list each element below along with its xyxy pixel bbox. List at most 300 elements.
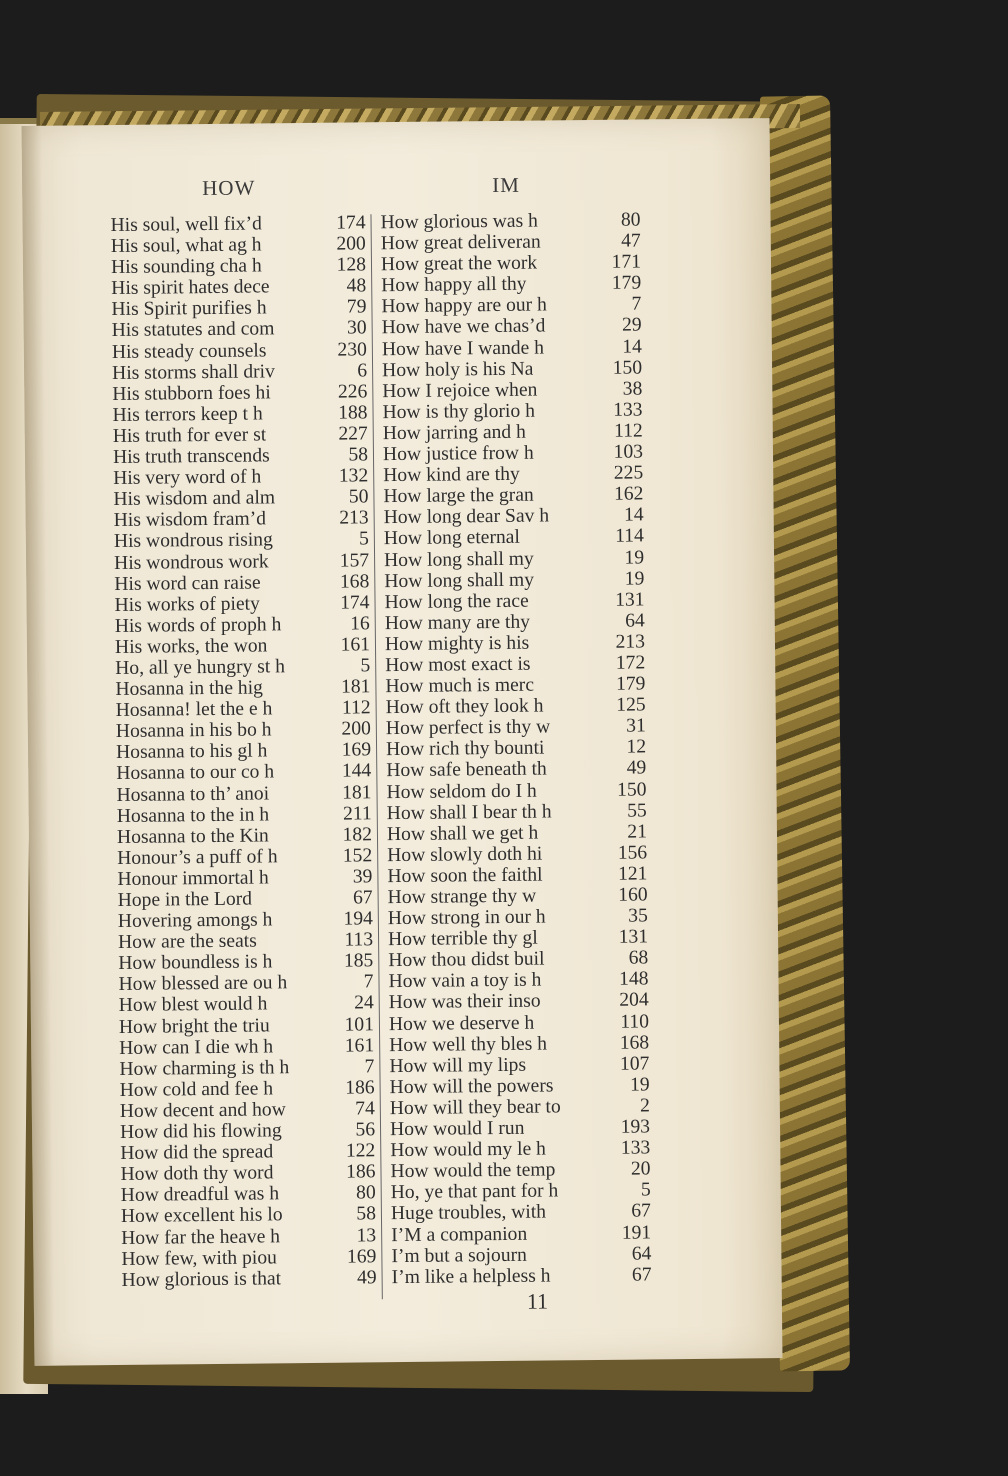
entry-hymn-number: 121 (617, 863, 648, 885)
entry-hymn-number: 107 (619, 1053, 650, 1075)
entry-first-line: Hosanna to th’ anoi (116, 782, 270, 806)
entry-hymn-number: 112 (341, 697, 371, 719)
index-entry (119, 1056, 374, 1080)
entry-first-line: How are the seats (117, 930, 257, 954)
index-entry (389, 990, 649, 1014)
index-entry (121, 1183, 376, 1207)
index-entry (120, 1077, 375, 1101)
entry-first-line: I’m like a helpless h (391, 1265, 551, 1288)
entry-first-line: His storms shall driv (112, 360, 275, 384)
index-entry (113, 444, 368, 468)
entry-first-line: Hovering amongs h (117, 909, 273, 933)
entry-first-line: How shall we get h (386, 822, 539, 845)
entry-first-line: His word can raise (114, 572, 261, 595)
entry-first-line: How I rejoice when (382, 379, 538, 402)
index-entry (111, 276, 366, 300)
entry-first-line: How few, with piou (121, 1246, 277, 1270)
entry-hymn-number: 21 (627, 821, 648, 843)
index-entry (117, 824, 372, 848)
index-entry (386, 758, 646, 782)
index-entry (114, 592, 369, 616)
entry-hymn-number: 14 (622, 336, 642, 358)
entry-first-line: How was their inso (388, 991, 541, 1014)
entry-hymn-number: 230 (337, 338, 367, 361)
index-entry (384, 547, 644, 571)
entry-hymn-number: 131 (615, 589, 645, 611)
entry-hymn-number: 101 (344, 1013, 375, 1036)
entry-first-line: How would my le h (390, 1138, 547, 1162)
entry-first-line: How blest would h (118, 993, 268, 1017)
index-entry (385, 674, 645, 698)
index-entry (388, 948, 648, 972)
index-entry (388, 884, 648, 908)
entry-first-line: How strange thy w (387, 885, 537, 909)
entry-hymn-number: 204 (619, 989, 649, 1012)
entry-first-line: How long dear Sav h (383, 505, 550, 529)
entry-first-line: His truth for ever st (112, 424, 267, 447)
entry-hymn-number: 179 (615, 673, 646, 695)
index-entry (111, 297, 366, 321)
entry-first-line: How happy are our h (381, 294, 547, 318)
index-entry (387, 842, 647, 866)
entry-first-line: How shall I bear th h (386, 801, 552, 824)
entry-hymn-number: 152 (342, 845, 373, 867)
entry-hymn-number: 7 (363, 971, 374, 993)
entry-first-line: How soon the faithl (387, 864, 543, 888)
index-entry (117, 803, 372, 827)
entry-first-line: How perfect is thy w (385, 716, 551, 740)
entry-first-line: How can I die wh h (119, 1036, 274, 1059)
index-entry (391, 1201, 651, 1225)
index-entry (382, 336, 642, 360)
entry-hymn-number: 67 (631, 1200, 652, 1223)
entry-hymn-number: 162 (613, 483, 644, 505)
entry-hymn-number: 58 (356, 1203, 377, 1225)
entry-first-line: Ho, all ye hungry st h (115, 656, 286, 679)
entry-first-line: Hosanna to our co h (116, 761, 275, 785)
entry-hymn-number: 112 (613, 420, 643, 442)
entry-first-line: How doth thy word (120, 1162, 274, 1186)
entry-first-line: How would the temp (390, 1159, 556, 1183)
entry-first-line: His very word of h (113, 466, 262, 490)
entry-first-line: How excellent his lo (120, 1204, 283, 1228)
entry-first-line: How will my lips (389, 1054, 527, 1077)
index-entry (120, 1119, 375, 1143)
page-number: 11 (526, 1288, 549, 1314)
index-entry (122, 1267, 377, 1291)
entry-first-line: How most exact is (385, 653, 531, 677)
index-entry (391, 1222, 651, 1246)
entry-first-line: How great deliveran (380, 231, 541, 255)
entry-first-line: Ho, ye that pant for h (390, 1180, 559, 1204)
index-entry (120, 1098, 375, 1122)
index-entry (116, 719, 371, 743)
entry-first-line: Honour’s a puff of h (117, 846, 278, 869)
entry-first-line: His stubborn foes hi (112, 382, 271, 405)
entry-hymn-number: 103 (613, 441, 644, 463)
entry-first-line: Hosanna to the Kin (116, 825, 269, 848)
entry-hymn-number: 186 (346, 1161, 376, 1183)
entry-first-line: How charming is th h (119, 1056, 290, 1080)
entry-hymn-number: 114 (615, 525, 644, 548)
entry-hymn-number: 133 (620, 1137, 651, 1159)
entry-hymn-number: 148 (618, 968, 649, 991)
entry-hymn-number: 113 (344, 929, 374, 951)
entry-first-line: How rich thy bounti (385, 737, 545, 761)
entry-hymn-number: 35 (628, 905, 648, 927)
index-entry (115, 676, 370, 700)
index-entry (118, 930, 373, 954)
entry-first-line: How boundless is h (118, 951, 273, 975)
entry-first-line: How glorious is that (121, 1267, 282, 1291)
entry-hymn-number: 125 (616, 694, 646, 716)
entry-first-line: His works of piety (114, 593, 260, 616)
index-entry (118, 972, 373, 996)
index-entry (116, 782, 371, 806)
index-entry (385, 631, 645, 655)
index-entry (111, 233, 366, 257)
index-entry (114, 550, 369, 574)
entry-first-line: I’M a companion (391, 1223, 528, 1246)
entry-first-line: How decent and how (119, 1099, 286, 1122)
entry-first-line: How far the heave h (121, 1225, 281, 1249)
entry-hymn-number: 226 (337, 381, 368, 403)
entry-first-line: Hosanna to his gl h (115, 740, 268, 764)
entry-first-line: His words of proph h (114, 614, 282, 637)
index-entry (116, 697, 371, 721)
entry-hymn-number: 193 (620, 1116, 651, 1138)
index-entry (116, 740, 371, 764)
index-entry (381, 252, 641, 276)
entry-first-line: How seldom do I h (386, 780, 537, 803)
entry-hymn-number: 157 (339, 549, 370, 572)
entry-first-line: How will they bear to (389, 1096, 561, 1120)
entry-hymn-number: 161 (344, 1034, 375, 1057)
entry-hymn-number: 5 (640, 1179, 651, 1201)
entry-first-line: How have we chas’d (381, 315, 546, 339)
entry-hymn-number: 39 (352, 866, 373, 888)
entry-first-line: Huge troubles, with (390, 1201, 547, 1225)
entry-hymn-number: 29 (621, 314, 642, 337)
index-entry (384, 505, 644, 529)
index-entry (116, 761, 371, 785)
entry-hymn-number: 156 (617, 842, 648, 864)
entry-first-line: How will the powers (389, 1075, 554, 1098)
entry-hymn-number: 200 (336, 233, 366, 255)
entry-first-line: His wondrous rising (113, 529, 273, 553)
entry-hymn-number: 191 (621, 1221, 652, 1244)
entry-first-line: How large the gran (383, 484, 534, 508)
entry-hymn-number: 31 (626, 715, 646, 737)
entry-first-line: His terrors keep t h (112, 403, 263, 426)
entry-first-line: His truth transcends (112, 445, 270, 469)
entry-first-line: How mighty is his (384, 632, 530, 656)
entry-hymn-number: 12 (626, 736, 647, 758)
entry-hymn-number: 186 (345, 1077, 375, 1099)
entry-hymn-number: 49 (626, 757, 647, 780)
entry-first-line: Hosanna in the hig (115, 677, 264, 701)
entry-first-line: Hope in the Lord (117, 888, 253, 911)
entry-hymn-number: 181 (342, 781, 372, 804)
entry-hymn-number: 185 (343, 950, 374, 972)
entry-first-line: How long shall my (384, 569, 535, 592)
index-entry (383, 463, 643, 487)
index-entry (387, 800, 647, 824)
index-entry (120, 1162, 375, 1186)
entry-hymn-number: 19 (624, 568, 645, 590)
index-entry (385, 652, 645, 676)
index-entry (112, 402, 367, 426)
index-entry (389, 1032, 649, 1056)
entry-hymn-number: 5 (358, 528, 369, 550)
index-entry (117, 866, 372, 890)
header-left: HOW (202, 175, 256, 201)
entry-hymn-number: 133 (613, 399, 643, 421)
entry-hymn-number: 68 (628, 947, 649, 969)
entry-hymn-number: 131 (618, 926, 649, 948)
index-entry (382, 357, 642, 381)
entry-hymn-number: 20 (630, 1158, 651, 1180)
index-entry (387, 821, 647, 845)
entry-first-line: How thou didst buil (388, 948, 545, 972)
entry-hymn-number: 24 (354, 992, 374, 1014)
entry-first-line: His spirit hates dece (111, 276, 270, 300)
entry-first-line: How long eternal (383, 527, 521, 550)
index-entry (114, 571, 369, 595)
entry-hymn-number: 16 (350, 613, 370, 635)
index-entry (388, 969, 648, 993)
index-entry (118, 908, 373, 932)
entry-hymn-number: 58 (348, 444, 369, 466)
entry-hymn-number: 194 (343, 908, 373, 930)
entry-first-line: How glorious was h (380, 210, 538, 234)
entry-first-line: His works, the won (114, 635, 268, 658)
index-entry (387, 863, 647, 887)
index-entry (112, 318, 367, 342)
entry-first-line: How dreadful was h (120, 1183, 280, 1207)
entry-first-line: His Spirit purifies h (111, 297, 267, 321)
index-entry (382, 378, 642, 402)
entry-first-line: How slowly doth hi (387, 843, 543, 866)
index-entry (121, 1246, 376, 1270)
entry-hymn-number: 213 (615, 631, 646, 653)
entry-first-line: I’m but a sojourn (391, 1244, 528, 1267)
index-entry (121, 1204, 376, 1228)
entry-hymn-number: 6 (357, 360, 368, 382)
index-entry (383, 484, 643, 508)
entry-first-line: His statutes and com (111, 318, 275, 342)
entry-hymn-number: 132 (338, 465, 369, 487)
index-entry (118, 951, 373, 975)
entry-first-line: How long shall my (383, 548, 534, 571)
index-entry (391, 1243, 651, 1267)
entry-hymn-number: 5 (360, 655, 371, 677)
index-entry (389, 1011, 649, 1035)
entry-hymn-number: 169 (341, 739, 372, 761)
index-entry (111, 255, 366, 279)
entry-first-line: How we deserve h (388, 1012, 535, 1035)
entry-first-line: How much is merc (385, 674, 535, 698)
index-entry (119, 1014, 374, 1038)
entry-hymn-number: 56 (355, 1119, 376, 1141)
entry-first-line: How happy all thy (381, 273, 527, 297)
entry-hymn-number: 168 (339, 570, 370, 593)
entry-hymn-number: 7 (631, 293, 642, 315)
entry-hymn-number: 160 (618, 884, 648, 906)
index-entry (388, 906, 648, 930)
entry-hymn-number: 7 (364, 1056, 375, 1078)
index-entry (382, 399, 642, 423)
entry-hymn-number: 2 (639, 1095, 650, 1117)
entry-first-line: Hosanna in his bo h (115, 719, 272, 743)
entry-hymn-number: 110 (620, 1010, 650, 1033)
entry-hymn-number: 49 (356, 1266, 377, 1289)
index-entry (119, 993, 374, 1017)
entry-first-line: How oft they look h (385, 695, 544, 719)
index-entry (120, 1140, 375, 1164)
entry-hymn-number: 47 (621, 230, 641, 252)
entry-hymn-number: 79 (346, 296, 367, 318)
entry-first-line: How many are thy (384, 611, 531, 634)
entry-first-line: How justice frow h (382, 442, 534, 466)
entry-hymn-number: 200 (341, 718, 371, 740)
entry-first-line: How terrible thy gl (387, 927, 538, 951)
entry-hymn-number: 67 (631, 1264, 652, 1286)
index-entry (114, 529, 369, 553)
index-entry (115, 634, 370, 658)
entry-first-line: Honour immortal h (117, 867, 269, 890)
entry-first-line: How bright the triu (118, 1014, 270, 1038)
entry-first-line: His soul, well fix’d (110, 213, 262, 237)
index-entry (383, 420, 643, 444)
entry-first-line: How have I wande h (381, 337, 545, 360)
entry-first-line: How holy is his Na (381, 358, 534, 381)
entry-hymn-number: 172 (615, 652, 646, 674)
entry-hymn-number: 74 (355, 1098, 375, 1120)
entry-first-line: How well thy bles h (389, 1033, 548, 1056)
entry-hymn-number: 150 (612, 357, 643, 379)
entry-first-line: How strong in our h (387, 906, 546, 930)
index-page (22, 118, 783, 1366)
index-entry (386, 716, 646, 740)
entry-hymn-number: 174 (340, 592, 370, 614)
entry-first-line: How cold and fee h (119, 1078, 274, 1101)
index-entry (121, 1225, 376, 1249)
entry-hymn-number: 174 (336, 212, 366, 234)
index-entry (114, 508, 369, 532)
entry-hymn-number: 169 (346, 1245, 377, 1268)
entry-hymn-number: 13 (356, 1224, 377, 1247)
entry-hymn-number: 80 (356, 1182, 376, 1204)
index-entry (386, 779, 646, 803)
entry-first-line: How long the race (384, 590, 529, 613)
entry-hymn-number: 150 (617, 778, 647, 801)
entry-first-line: How jarring and h (382, 421, 526, 445)
index-entry (117, 845, 372, 869)
index-entry (388, 927, 648, 951)
index-entry (386, 737, 646, 761)
entry-first-line: How kind are thy (383, 463, 520, 487)
index-entry (384, 568, 644, 592)
entry-first-line: How vain a toy is h (388, 969, 542, 993)
index-entry (380, 209, 640, 233)
entry-hymn-number: 213 (339, 507, 369, 529)
entry-hymn-number: 122 (345, 1140, 376, 1162)
index-entry (390, 1095, 650, 1119)
index-entry (390, 1116, 650, 1140)
entry-first-line: How great the work (380, 252, 538, 276)
index-entry (118, 887, 373, 911)
entry-first-line: How would I run (389, 1117, 525, 1141)
index-entry (381, 273, 641, 297)
index-entry (119, 1035, 374, 1059)
index-entry (382, 315, 642, 339)
index-entry (389, 1053, 649, 1077)
index-entry (113, 487, 368, 511)
entry-hymn-number: 30 (346, 317, 367, 340)
index-entry (381, 231, 641, 255)
entry-first-line: How did his flowing (119, 1120, 282, 1144)
entry-hymn-number: 211 (342, 802, 372, 825)
entry-hymn-number: 179 (611, 272, 642, 295)
entry-hymn-number: 225 (613, 462, 644, 484)
entry-hymn-number: 188 (338, 402, 368, 424)
index-entry (112, 339, 367, 363)
index-entry (385, 610, 645, 634)
entry-hymn-number: 144 (341, 760, 372, 783)
entry-first-line: How is thy glorio h (382, 400, 536, 424)
entry-hymn-number: 161 (340, 634, 371, 656)
index-entry (112, 381, 367, 405)
entry-first-line: His wisdom and alm (113, 487, 276, 511)
entry-first-line: His wondrous work (113, 550, 269, 574)
entry-hymn-number: 168 (619, 1032, 650, 1054)
entry-hymn-number: 64 (625, 610, 645, 632)
index-entry (391, 1264, 651, 1288)
entry-hymn-number: 128 (336, 254, 367, 276)
entry-first-line: His wisdom fram’d (113, 508, 267, 532)
index-entry (115, 655, 370, 679)
index-entry (390, 1074, 650, 1098)
entry-first-line: How safe beneath th (386, 758, 547, 782)
entry-first-line: His soul, what ag h (110, 234, 262, 258)
index-entry (113, 465, 368, 489)
header-right: IM (492, 172, 520, 198)
index-entry (386, 695, 646, 719)
index-entry (110, 212, 365, 236)
entry-hymn-number: 55 (627, 800, 647, 822)
entry-hymn-number: 19 (629, 1074, 650, 1096)
index-entry (381, 294, 641, 318)
entry-first-line: How blessed are ou h (118, 972, 288, 996)
index-entry (384, 589, 644, 613)
entry-hymn-number: 64 (631, 1243, 652, 1265)
left-column (110, 212, 376, 1290)
entry-hymn-number: 38 (622, 378, 643, 400)
entry-hymn-number: 67 (352, 887, 373, 909)
entry-first-line: How did the spread (120, 1141, 274, 1165)
index-entry (390, 1138, 650, 1162)
index-entry (113, 423, 368, 447)
index-entry (391, 1180, 651, 1204)
index-entry (384, 526, 644, 550)
entry-hymn-number: 48 (346, 275, 367, 297)
right-column (380, 209, 651, 1287)
index-entry (115, 613, 370, 637)
entry-first-line: Hosanna! let the e h (115, 698, 273, 722)
entry-hymn-number: 19 (624, 546, 645, 569)
index-entry (383, 441, 643, 465)
